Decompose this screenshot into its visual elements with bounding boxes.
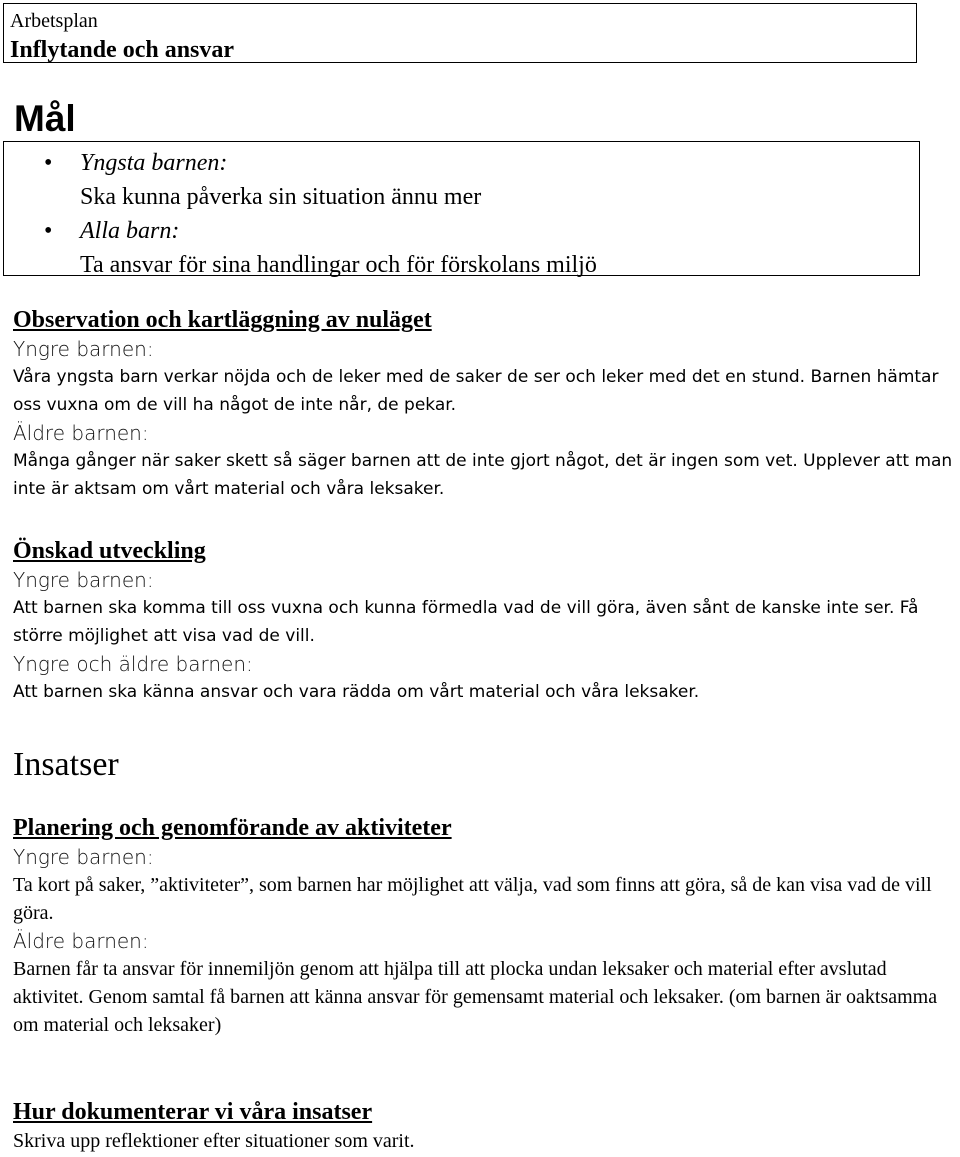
planning-section xyxy=(13,813,958,1039)
younger-label: Yngre barnen: xyxy=(13,337,154,361)
documentation-heading: Hur dokumenterar vi våra insatser xyxy=(13,1099,373,1125)
documentation-section xyxy=(13,1097,958,1155)
goals-heading: Mål xyxy=(14,98,76,139)
efforts-heading: Insatser xyxy=(13,746,119,783)
older-label: Äldre barnen: xyxy=(13,929,149,953)
planning-heading: Planering och genomförande av aktiviteter xyxy=(13,815,452,841)
younger-label: Yngre barnen: xyxy=(13,568,154,592)
younger-label: Yngre barnen: xyxy=(13,845,154,869)
goal-item xyxy=(4,146,919,214)
younger-text: Våra yngsta barn verkar nöjda och de leker med de saker de ser och leker med det en stund. Barnen hämtar oss vuxna om de vill ha något de inte når, de pekar. xyxy=(13,367,939,415)
document-type: Arbetsplan xyxy=(10,10,98,32)
observation-heading: Observation och kartläggning av nuläget xyxy=(13,307,432,333)
goal-label: • Yngsta barnen: xyxy=(80,150,228,176)
both-label: Yngre och äldre barnen: xyxy=(13,652,253,676)
younger-text: Att barnen ska komma till oss vuxna och kunna förmedla vad de vill göra, även sånt de kanske inte ser. Få större möjlighet att visa vad de vill. xyxy=(13,598,919,646)
older-text: Barnen får ta ansvar för innemiljön genom att hjälpa till att plocka undan leksaker och material efter avslutad aktivitet. Genom samtal få barnen att känna ansvar för gemensamt material och leksaker. (om barnen är oaktsamma om material och leksaker) xyxy=(13,958,938,1036)
goals-box xyxy=(3,141,920,276)
development-heading: Önskad utveckling xyxy=(13,538,206,564)
observation-section xyxy=(13,305,958,503)
goal-label: • Alla barn: xyxy=(80,218,180,244)
documentation-text: Skriva upp reflektioner efter situationer som varit. xyxy=(13,1130,415,1152)
older-text: Många gånger när saker skett så säger barnen att de inte gjort något, det är ingen som vet. Upplever att man inte är aktsam om vårt material och våra leksaker. xyxy=(13,451,953,499)
goal-text: Ta ansvar för sina handlingar och för förskolans miljö xyxy=(80,252,597,278)
older-label: Äldre barnen: xyxy=(13,421,149,445)
document-title: Inflytande och ansvar xyxy=(10,37,235,63)
header-box xyxy=(3,3,917,63)
goal-item xyxy=(4,214,919,282)
both-text: Att barnen ska känna ansvar och vara rädda om vårt material och våra leksaker. xyxy=(13,682,700,702)
goals-list xyxy=(4,146,919,282)
goal-text: Ska kunna påverka sin situation ännu mer xyxy=(80,184,482,210)
development-section xyxy=(13,536,958,706)
younger-text: Ta kort på saker, ”aktiviteter”, som barnen har möjlighet att välja, vad som finns att göra, så de kan visa vad de vill göra. xyxy=(13,874,932,924)
